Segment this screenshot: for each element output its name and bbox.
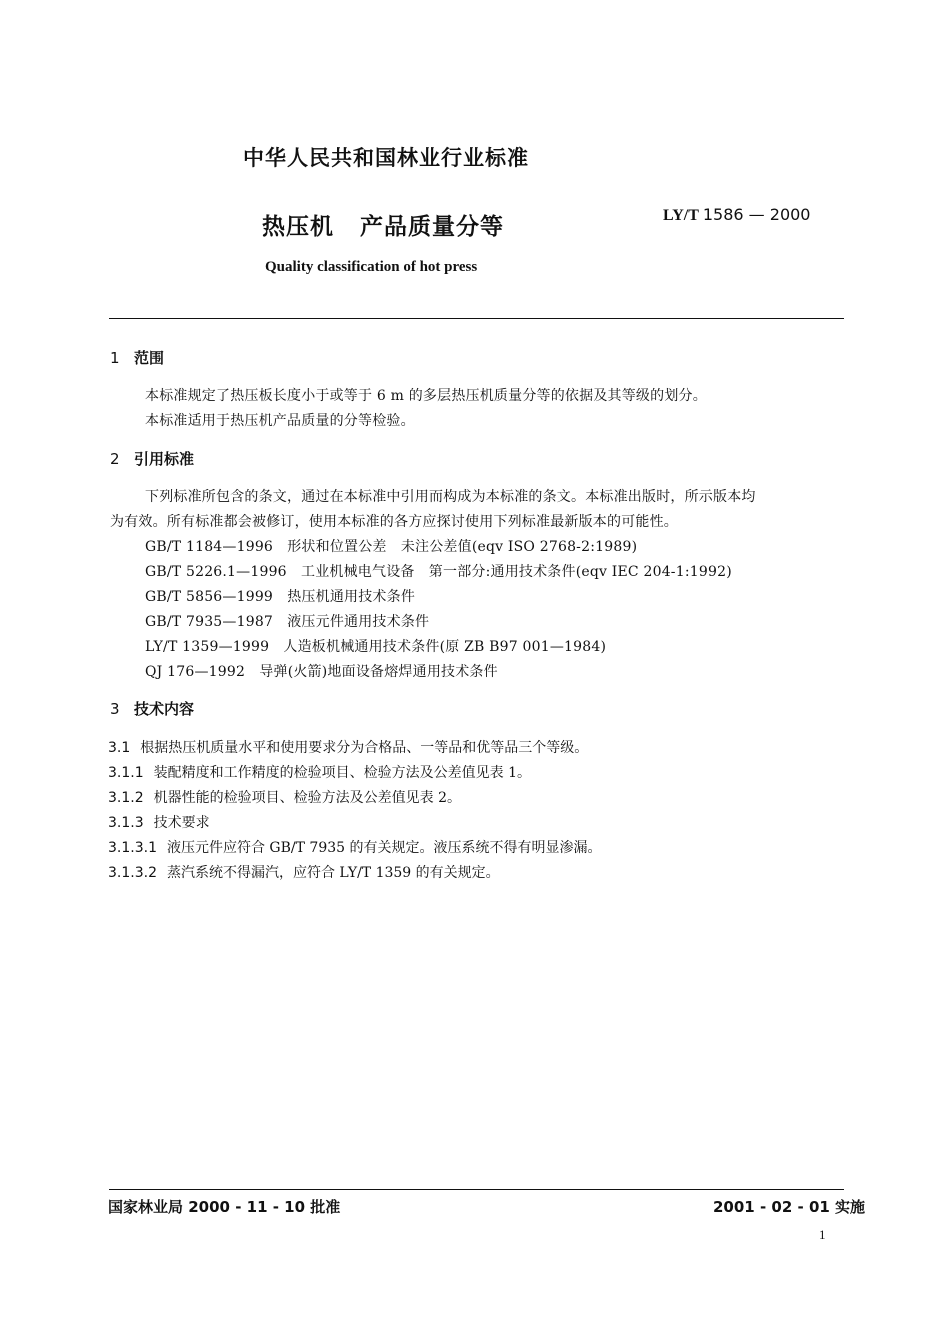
standard-number-value: 1586 — 2000 — [702, 205, 811, 224]
title-part-2: 产品质量分等 — [360, 214, 504, 240]
reference-item: GB/T 7935—1987 液压元件通用技术条件 — [145, 614, 430, 630]
standard-code: LY/T — [663, 207, 699, 224]
clause-text: 技术要求 — [153, 815, 210, 831]
section-2-heading — [110, 448, 194, 469]
approval-date: 国家林业局 2000 - 11 - 10 批准 — [108, 1198, 341, 1216]
clause-text: 根据热压机质量水平和使用要求分为合格品、一等品和优等品三个等级。 — [140, 740, 589, 756]
clause-number: 3.1 — [108, 740, 131, 756]
english-title: Quality classification of hot press — [265, 259, 478, 275]
scope-paragraph-2: 本标准适用于热压机产品质量的分等检验。 — [145, 413, 415, 429]
clause-number: 3.1.3 — [108, 815, 144, 831]
standard-number — [663, 205, 810, 225]
title-part-1: 热压机 — [262, 214, 334, 240]
clause-number: 3.1.3.1 — [108, 840, 157, 856]
clause-text: 机器性能的检验项目、检验方法及公差值见表 2。 — [153, 790, 461, 806]
clause-text: 液压元件应符合 GB/T 7935 的有关规定。液压系统不得有明显渗漏。 — [166, 840, 602, 856]
clause-item — [108, 862, 500, 882]
page-number: 1 — [819, 1227, 826, 1242]
section-3-heading — [110, 698, 194, 719]
reference-item: LY/T 1359—1999 人造板机械通用技术条件(原 ZB B97 001—1984) — [145, 639, 607, 655]
clause-item — [108, 812, 210, 832]
clause-text: 装配精度和工作精度的检验项目、检验方法及公差值见表 1。 — [153, 765, 531, 781]
clause-item — [108, 737, 588, 757]
clause-item — [108, 837, 602, 857]
references-intro-line-2: 为有效。所有标准都会被修订，使用本标准的各方应探讨使用下列标准最新版本的可能性。 — [110, 514, 678, 530]
clause-text: 蒸汽系统不得漏汽，应符合 LY/T 1359 的有关规定。 — [166, 865, 500, 881]
issuer-title: 中华人民共和国林业行业标准 — [243, 146, 529, 170]
section-1-heading — [110, 347, 164, 368]
document-title — [262, 208, 504, 241]
implementation-date: 2001 - 02 - 01 实施 — [713, 1198, 866, 1216]
reference-item: GB/T 5226.1—1996 工业机械电气设备 第一部分:通用技术条件(eqv IEC 204-1:1992) — [145, 564, 732, 580]
section-number: 1 — [110, 349, 120, 367]
footer-divider — [109, 1189, 844, 1190]
clause-number: 3.1.3.2 — [108, 865, 157, 881]
header-divider — [109, 318, 844, 319]
scope-paragraph-1: 本标准规定了热压板长度小于或等于 6 m 的多层热压机质量分等的依据及其等级的划分。 — [145, 388, 707, 404]
section-number: 3 — [110, 700, 120, 718]
reference-item: QJ 176—1992 导弹(火箭)地面设备熔焊通用技术条件 — [145, 664, 498, 680]
reference-item: GB/T 5856—1999 热压机通用技术条件 — [145, 589, 416, 605]
reference-item: GB/T 1184—1996 形状和位置公差 未注公差值(eqv ISO 2768-2:1989) — [145, 539, 638, 555]
section-title: 技术内容 — [134, 700, 195, 718]
clause-item — [108, 787, 461, 807]
references-intro-line-1: 下列标准所包含的条文，通过在本标准中引用而构成为本标准的条文。本标准出版时，所示版本均 — [145, 489, 756, 505]
clause-number: 3.1.1 — [108, 765, 144, 781]
section-number: 2 — [110, 450, 120, 468]
section-title: 范围 — [134, 349, 165, 367]
clause-item — [108, 762, 531, 782]
section-title: 引用标准 — [134, 450, 195, 468]
clause-number: 3.1.2 — [108, 790, 144, 806]
